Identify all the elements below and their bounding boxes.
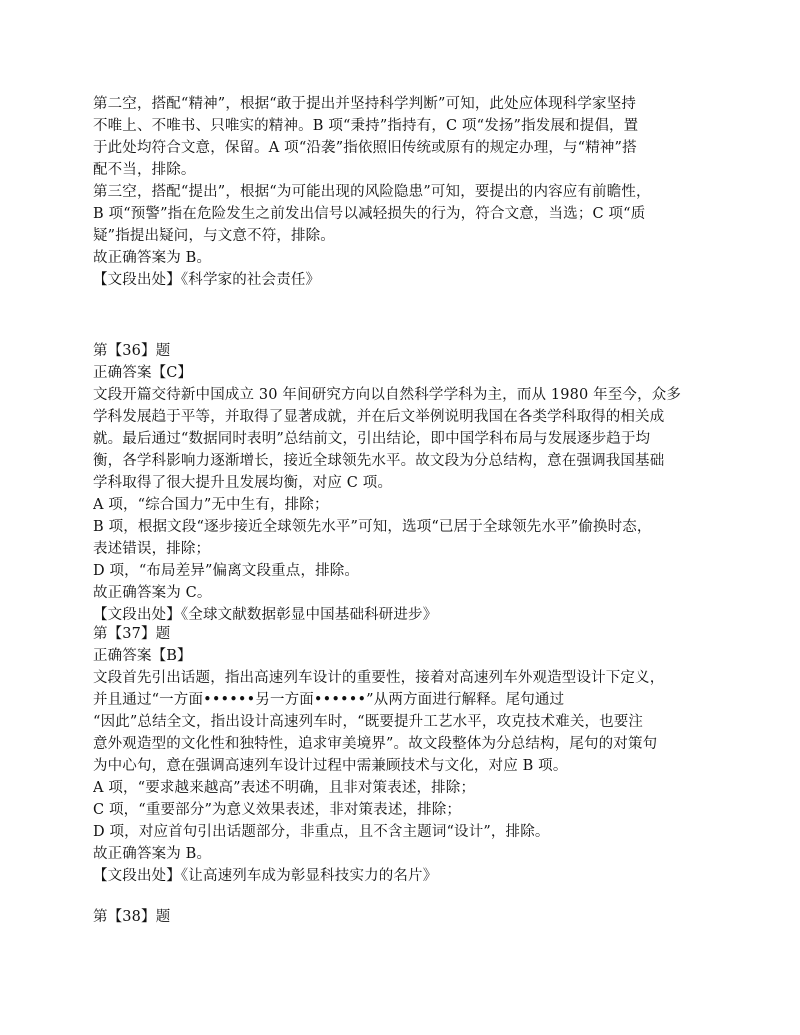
text-line: 第二空，搭配“精神”，根据“敢于提出并坚持科学判断”可知，此处应体现科学家坚持 <box>93 96 636 112</box>
text-line: 文段首先引出话题，指出高速列车设计的重要性，接着对高速列车外观造型设计下定义， <box>93 670 665 686</box>
text-line: 于此处均符合文意，保留。A 项“沿袭”指依照旧传统或原有的规定办理，与“精神”搭 <box>93 140 637 156</box>
source-citation: 【文段出处】《让高速列车成为彰显科技实力的名片》 <box>93 868 438 884</box>
question-heading: 第【38】题 <box>93 909 171 925</box>
text-line: 为中心句，意在强调高速列车设计过程中需兼顾技术与文化，对应 B 项。 <box>93 758 568 774</box>
question-heading: 第【37】题 <box>93 626 171 642</box>
text-line: 衡，各学科影响力逐渐增长，接近全球领先水平。故文段为分总结构，意在强调我国基础 <box>93 453 665 469</box>
text-line: 文段开篇交待新中国成立 30 年间研究方向以自然科学学科为主，而从 1980 年至今，众多 <box>93 387 682 403</box>
question-36-section <box>93 340 725 626</box>
option-analysis-b: B 项，根据文段“逐步接近全球领先水平”可知，选项“已居于全球领先水平”偷换时态， <box>93 519 652 535</box>
option-analysis-a: A 项，“综合国力”无中生有，排除； <box>93 497 329 513</box>
answer-conclusion: 故正确答案为 B。 <box>93 846 212 862</box>
question-37-section <box>93 623 725 887</box>
text-line: 配不当，排除。 <box>93 162 196 178</box>
text-line: 并且通过“一方面••••••另一方面••••••”从两方面进行解释。尾句通过 <box>93 692 565 708</box>
answer-conclusion: 故正确答案为 B。 <box>93 250 212 266</box>
option-analysis-a: A 项，“要求越来越高”表述不明确，且非对策表述，排除； <box>93 780 476 796</box>
source-citation: 【文段出处】《全球文献数据彰显中国基础科研进步》 <box>93 607 438 623</box>
question-35-explanation <box>93 93 725 291</box>
answer-conclusion: 故正确答案为 C。 <box>93 585 212 601</box>
text-line: 不唯上、不唯书、只唯实的精神。B 项“秉持”指持有，C 项“发扬”指发展和提倡，置 <box>93 118 639 134</box>
correct-answer: 正确答案【B】 <box>93 648 192 664</box>
question-38-section <box>93 906 725 928</box>
text-line: 表述错误，排除； <box>93 541 211 557</box>
text-line: 疑”指提出疑问，与文意不符，排除。 <box>93 228 335 244</box>
question-heading: 第【36】题 <box>93 343 171 359</box>
option-analysis-d: D 项，“布局差异”偏离文段重点，排除。 <box>93 563 360 579</box>
text-line: “因此”总结全文，指出设计高速列车时，“既要提升工艺水平，攻克技术难关，也要注 <box>93 714 644 730</box>
option-analysis-d: D 项，对应首句引出话题部分，非重点，且不含主题词“设计”，排除。 <box>93 824 550 840</box>
text-line: 学科发展趋于平等，并取得了显著成就，并在后文举例说明我国在各类学科取得的相关成 <box>93 409 665 425</box>
source-citation: 【文段出处】《科学家的社会责任》 <box>93 272 321 288</box>
text-line: 就。最后通过“数据同时表明”总结前文，引出结论，即中国学科布局与发展逐步趋于均 <box>93 431 651 447</box>
text-line: 意外观造型的文化性和独特性，追求审美境界”。故文段整体为分总结构，尾句的对策句 <box>93 736 658 752</box>
text-line: 学科取得了很大提升且发展均衡，对应 C 项。 <box>93 475 393 491</box>
text-line: 第三空，搭配“提出”，根据“为可能出现的风险隐患”可知，要提出的内容应有前瞻性， <box>93 184 651 200</box>
option-analysis-c: C 项，“重要部分”为意义效果表述，非对策表述，排除； <box>93 802 462 818</box>
correct-answer: 正确答案【C】 <box>93 365 193 381</box>
text-line: B 项“预警”指在危险发生之前发出信号以减轻损失的行为，符合文意，当选；C 项“质 <box>93 206 646 222</box>
